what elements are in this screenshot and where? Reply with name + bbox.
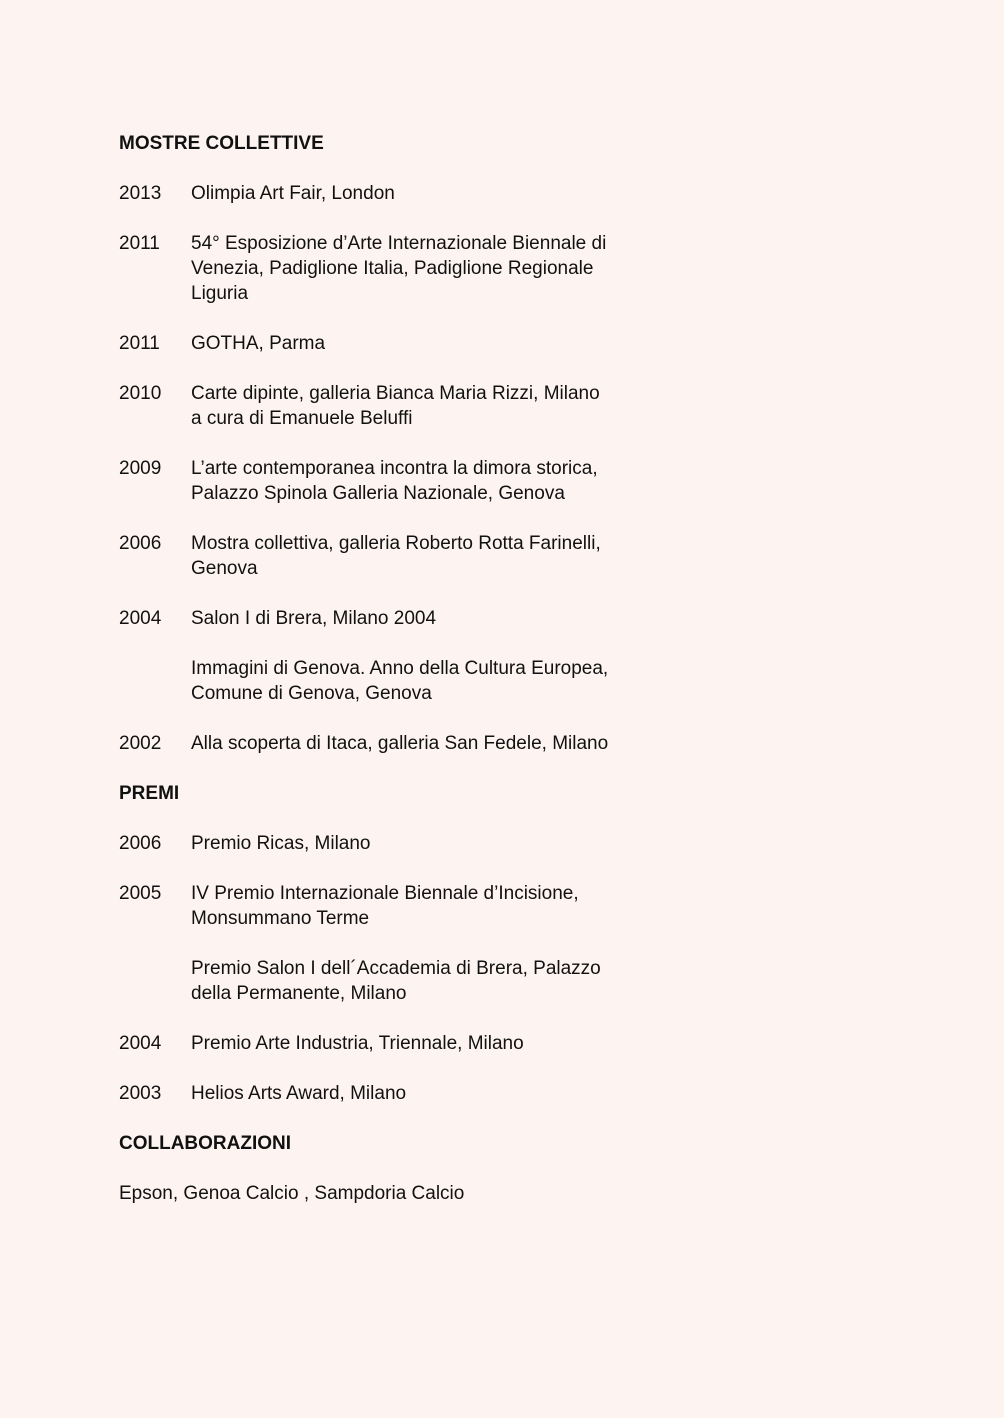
list-item [119, 606, 679, 631]
entry-year [119, 656, 191, 706]
entry-year: 2002 [119, 733, 162, 754]
entry-year: 2006 [119, 533, 162, 554]
list-item [119, 956, 679, 1006]
entry-text [191, 531, 679, 581]
section-title-premi: PREMI [119, 783, 180, 804]
entry-year: 2011 [119, 233, 160, 254]
entry-text [191, 731, 679, 756]
entry-text [191, 1031, 679, 1056]
entry-text [191, 331, 679, 356]
section-title-collaborazioni: COLLABORAZIONI [119, 1133, 292, 1154]
entry-line: Palazzo Spinola Galleria Nazionale, Genova [191, 483, 565, 504]
entry-text [191, 831, 679, 856]
entry-year: 2005 [119, 883, 162, 904]
list-item [119, 1081, 679, 1106]
list-item [119, 181, 679, 206]
entry-year: 2011 [119, 333, 160, 354]
entry-line: GOTHA, Parma [191, 333, 326, 354]
entry-text [191, 1081, 679, 1106]
entry-line: Immagini di Genova. Anno della Cultura Europea, [191, 658, 609, 679]
entry-line: Liguria [191, 283, 249, 304]
list-item [119, 456, 679, 506]
entry-line: Monsummano Terme [191, 908, 370, 929]
entry-year: 2006 [119, 833, 162, 854]
collaborazioni-text: Epson, Genoa Calcio , Sampdoria Calcio [119, 1183, 465, 1204]
list-item [119, 656, 679, 706]
list-item [119, 831, 679, 856]
section-title-mostre: MOSTRE COLLETTIVE [119, 133, 324, 154]
list-item [119, 531, 679, 581]
entry-year: 2003 [119, 1083, 162, 1104]
entry-line: Alla scoperta di Itaca, galleria San Fedele, Milano [191, 733, 609, 754]
entry-line: Carte dipinte, galleria Bianca Maria Rizzi, Milano [191, 383, 600, 404]
entry-line: Helios Arts Award, Milano [191, 1083, 407, 1104]
entry-line: a cura di Emanuele Beluffi [191, 408, 413, 429]
entry-line: Genova [191, 558, 258, 579]
entry-line: Salon I di Brera, Milano 2004 [191, 608, 437, 629]
list-item [119, 381, 679, 431]
entry-line: Venezia, Padiglione Italia, Padiglione Regionale [191, 258, 594, 279]
list-item [119, 731, 679, 756]
entry-line: Premio Salon I dell´Accademia di Brera, Palazzo [191, 958, 601, 979]
entry-year: 2010 [119, 383, 162, 404]
list-item [119, 231, 679, 306]
entry-text [191, 606, 679, 631]
list-item [119, 1031, 679, 1056]
entry-line: Comune di Genova, Genova [191, 683, 432, 704]
entry-line: Premio Ricas, Milano [191, 833, 371, 854]
entry-line: della Permanente, Milano [191, 983, 407, 1004]
entry-line: IV Premio Internazionale Biennale d’Incisione, [191, 883, 579, 904]
entry-line: Mostra collettiva, galleria Roberto Rotta Farinelli, [191, 533, 601, 554]
entry-line: Premio Arte Industria, Triennale, Milano [191, 1033, 524, 1054]
entry-line: 54° Esposizione d’Arte Internazionale Biennale di [191, 233, 607, 254]
entry-text [191, 456, 679, 506]
entry-text [191, 181, 679, 206]
entry-year: 2004 [119, 608, 162, 629]
entry-year: 2009 [119, 458, 162, 479]
entry-text [191, 881, 679, 931]
entry-text [191, 231, 679, 306]
entry-text [191, 656, 679, 706]
entry-line: Olimpia Art Fair, London [191, 183, 395, 204]
list-item [119, 881, 679, 931]
entry-year [119, 956, 191, 1006]
entry-year: 2013 [119, 183, 162, 204]
cv-content [119, 131, 679, 1206]
entry-year: 2004 [119, 1033, 162, 1054]
entry-text [191, 381, 679, 431]
entry-text [191, 956, 679, 1006]
entry-line: L’arte contemporanea incontra la dimora storica, [191, 458, 598, 479]
list-item [119, 331, 679, 356]
